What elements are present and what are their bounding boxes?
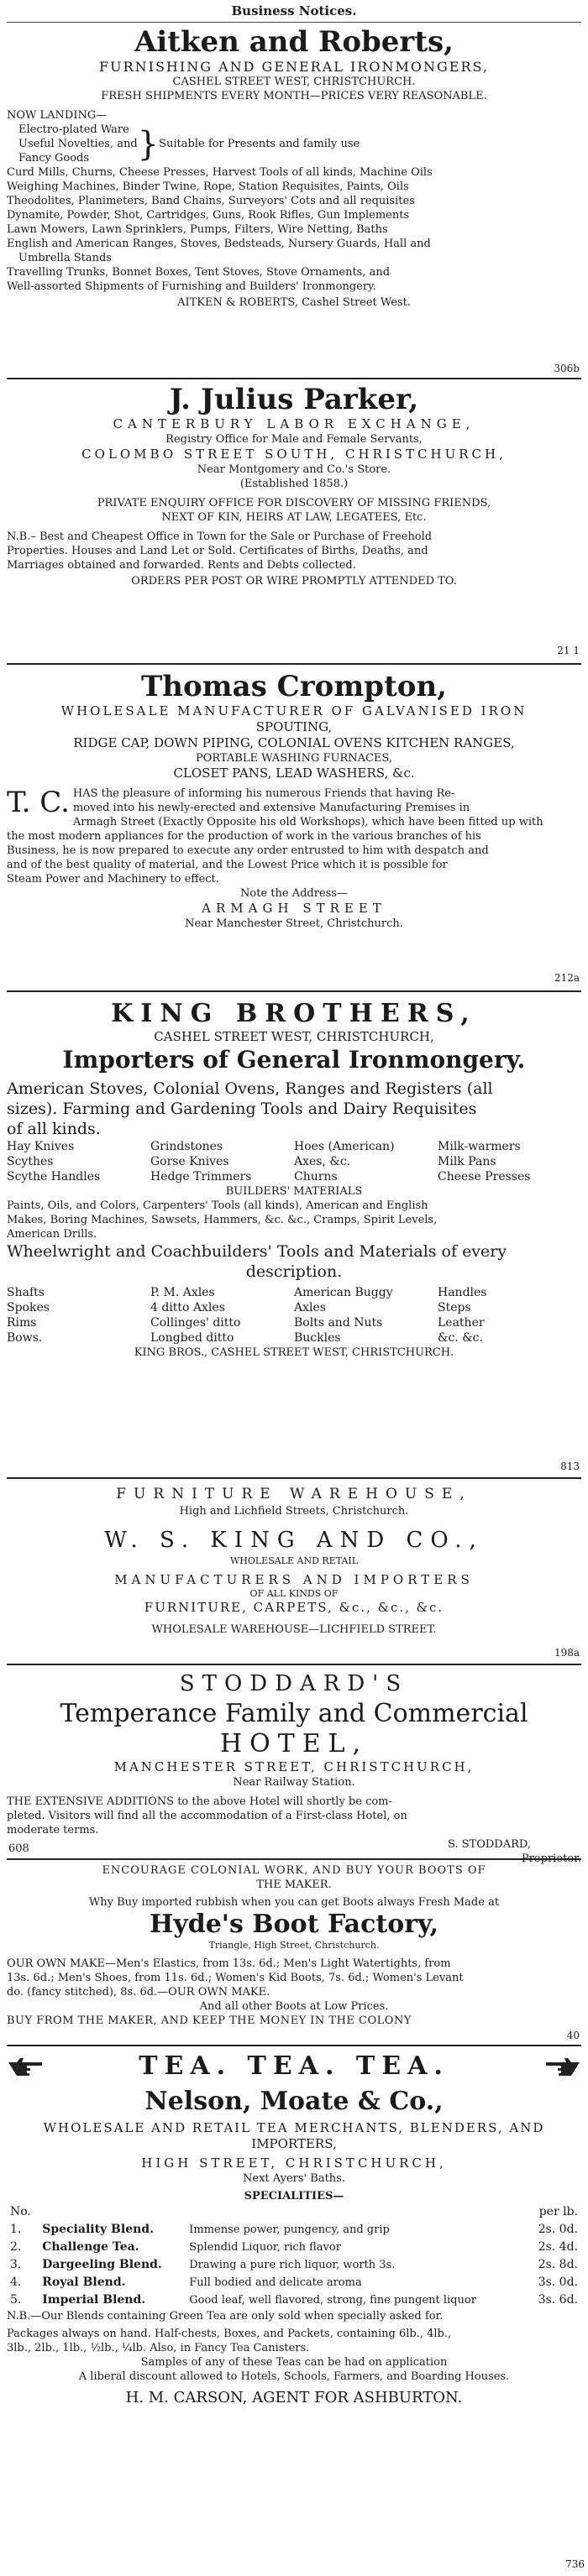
- table-row: [7, 2239, 581, 2256]
- ad-body: 3lb., 2lb., 1lb., ½lb., ¼lb. Also, in Fancy Tea Canisters.: [7, 2342, 310, 2354]
- list-item: Cheese Presses: [438, 1170, 531, 1183]
- ad-agent: H. M. CARSON, AGENT FOR ASHBURTON.: [125, 2389, 463, 2406]
- body-line: the most modern appliances for the production of work in the various branches of his: [7, 830, 481, 843]
- list-item: Shafts: [7, 1286, 45, 1299]
- ad-body: Samples of any of these Teas can be had on application: [140, 2356, 448, 2369]
- ad-line: American Stoves, Colonial Ovens, Ranges and Registers (all: [7, 1079, 493, 1098]
- row-name: Challenge Tea.: [42, 2240, 139, 2254]
- row-name: Imperial Blend.: [42, 2293, 146, 2307]
- body-line: and of the best quality of material, and the Lowest Price which it is possible for: [7, 859, 448, 871]
- row-price: 2s. 0d.: [538, 2223, 578, 2236]
- list-item: Milk Pans: [438, 1155, 496, 1168]
- ad-tagline: FRESH SHIPMENTS EVERY MONTH—PRICES VERY REASONABLE.: [101, 90, 487, 102]
- list-row: [7, 1285, 581, 1300]
- ad-stoddard-hotel: [7, 1669, 581, 1866]
- row-desc: Immense power, pungency, and grip: [189, 2223, 390, 2236]
- brace-item: Electro-plated Ware: [18, 123, 129, 136]
- ad-number: 212a: [554, 972, 580, 984]
- row-number: 2.: [10, 2240, 22, 2254]
- ad-line: NEXT OF KIN, HEIRS AT LAW, LEGATEES, Etc.: [161, 511, 427, 524]
- ad-nelson-moate: [7, 2051, 581, 2409]
- initial-letters: T. C.: [7, 786, 70, 819]
- ad-body: pleted. Visitors will find all the accommodation of a First-class Hotel, on: [7, 1810, 407, 1822]
- ad-line: (Established 1858.): [239, 478, 349, 490]
- list-item: Hedge Trimmers: [150, 1170, 252, 1183]
- ad-body: [7, 786, 581, 886]
- row-price: 3s. 0d.: [538, 2276, 578, 2289]
- ad-thomas-crompton: [7, 670, 581, 931]
- list-row: [7, 1169, 581, 1184]
- list-item: Rims: [7, 1316, 37, 1330]
- ad-line: WHOLESALE AND RETAIL: [229, 1555, 359, 1566]
- ad-line: American Drills.: [7, 1228, 97, 1241]
- list-item: Handles: [438, 1286, 487, 1299]
- ad-nb: Marriages obtained and forwarded. Rents and Debts collected.: [7, 559, 356, 572]
- col-header-no: No.: [10, 2205, 31, 2218]
- list-item: Dynamite, Powder, Shot, Cartridges, Guns, Rook Rifles, Gun Implements: [7, 209, 410, 222]
- row-desc: Full bodied and delicate aroma: [189, 2276, 362, 2289]
- ad-body: And all other Boots at Low Prices.: [199, 2000, 389, 2013]
- list-item: Scythes: [7, 1155, 54, 1168]
- list-item: Hoes (American): [294, 1140, 395, 1153]
- col-header-price: per lb.: [538, 2205, 578, 2218]
- ad-line: Wheelwright and Coachbuilders' Tools and Materials of every: [7, 1242, 507, 1261]
- ad-line: Near Railway Station.: [233, 1776, 355, 1789]
- ad-line: sizes). Farming and Gardening Tools and Dairy Requisites: [7, 1100, 477, 1118]
- ad-line: Next Ayers' Baths.: [243, 2172, 345, 2185]
- row-price: 3s. 6d.: [538, 2293, 578, 2307]
- ad-number: 306b: [554, 363, 580, 374]
- list-item: Bows.: [7, 1331, 43, 1345]
- ad-line: Registry Office for Male and Female Servants,: [165, 433, 423, 446]
- ad-subtitle: CANTERBURY LABOR EXCHANGE,: [113, 416, 475, 431]
- ad-hyde-boot-factory: [7, 1863, 581, 2028]
- row-number: 1.: [10, 2223, 22, 2236]
- body-line: HAS the pleasure of informing his numerous Friends that having Re-: [72, 787, 455, 800]
- list-item: Gorse Knives: [150, 1155, 229, 1168]
- list-row: [7, 1154, 581, 1169]
- divider: [7, 1664, 581, 1665]
- list-item: Churns: [294, 1170, 338, 1183]
- ad-address: COLOMBO STREET SOUTH, CHRISTCHURCH,: [81, 447, 507, 462]
- tea-heading: TEA. TEA. TEA.: [139, 2051, 449, 2081]
- row-name: Speciality Blend.: [42, 2223, 154, 2236]
- ad-line: FURNITURE, CARPETS, &c., &c., &c.: [144, 1600, 444, 1615]
- row-name: Royal Blend.: [42, 2276, 126, 2289]
- ad-line: WHOLESALE WAREHOUSE—LICHFIELD STREET.: [151, 1623, 437, 1636]
- row-price: 2s. 8d.: [538, 2258, 578, 2271]
- list-item: Collinges' ditto: [150, 1316, 241, 1330]
- page-header: Business Notices.: [231, 3, 357, 18]
- list-item: Theodolites, Planimeters, Band Chains, Surveyors' Cots and all requisites: [7, 195, 415, 207]
- ad-line: Paints, Oils, and Colors, Carpenters' Tools (all kinds), American and English: [7, 1199, 428, 1212]
- row-number: 4.: [10, 2276, 22, 2289]
- table-row: [7, 2256, 581, 2274]
- list-item: Bolts and Nuts: [294, 1316, 383, 1330]
- ad-nb: N.B.—Our Blends containing Green Tea are only sold when specially asked for.: [7, 2310, 444, 2323]
- ad-body: Packages always on hand. Half-chests, Boxes, and Packets, containing 6lb., 4lb.,: [7, 2328, 452, 2340]
- tea-banner: [7, 2051, 581, 2082]
- spec-heading: SPECIALITIES—: [244, 2190, 344, 2202]
- list-item: Travelling Trunks, Bonnet Boxes, Tent Stoves, Stove Ornaments, and: [7, 266, 391, 279]
- brace-item: Useful Novelties, and: [18, 138, 138, 150]
- ad-title: J. Julius Parker,: [169, 383, 419, 416]
- ad-body: THE EXTENSIVE ADDITIONS to the above Hotel will shortly be com-: [7, 1795, 392, 1808]
- list-row: [7, 1315, 581, 1330]
- list-item: Axles: [294, 1301, 326, 1314]
- tools-list: [7, 1139, 581, 1184]
- ad-proprietor: Proprietor.: [521, 1852, 581, 1865]
- ad-julius-parker: [7, 383, 581, 588]
- ad-address: Triangle, High Street, Christchurch.: [208, 1940, 380, 1951]
- row-number: 5.: [10, 2293, 22, 2307]
- divider: [7, 1477, 581, 1479]
- ad-subhead: BUILDERS' MATERIALS: [225, 1185, 363, 1198]
- ad-nb: N.B.– Best and Cheapest Office in Town for the Sale or Purchase of Freehold: [7, 530, 433, 543]
- table-header: [7, 2203, 581, 2221]
- ad-line: CLOSET PANS, LEAD WASHERS, &c.: [173, 765, 415, 781]
- divider: [7, 378, 581, 379]
- specialities-table: [7, 2203, 581, 2309]
- list-item: Curd Mills, Churns, Cheese Presses, Harvest Tools of all kinds, Machine Oils: [7, 166, 433, 179]
- brace-items: [7, 123, 138, 165]
- ad-body: do. (fancy stitched), 8s. 6d.—OUR OWN MAKE.: [7, 1986, 270, 1999]
- ad-line: SPOUTING,: [255, 719, 333, 734]
- ad-orders: ORDERS PER POST OR WIRE PROMPTLY ATTENDED TO.: [131, 575, 457, 588]
- ad-nb: Properties. Houses and Land Let or Sold. Certificates of Births, Deaths, and: [7, 545, 428, 557]
- ad-subtitle: FURNISHING AND GENERAL IRONMONGERS,: [99, 59, 489, 75]
- list-item: Steps: [438, 1301, 471, 1314]
- row-desc: Good leaf, well flavored, strong, fine pungent liquor: [189, 2294, 476, 2307]
- goods-list: [7, 165, 581, 294]
- list-item: Grindstones: [150, 1140, 223, 1153]
- list-item: Well-assorted Shipments of Furnishing and Builders' Ironmongery.: [7, 280, 376, 293]
- ad-address: ARMAGH STREET: [202, 901, 386, 916]
- ad-title: HOTEL,: [219, 1729, 369, 1758]
- list-item: Leather: [438, 1316, 485, 1330]
- ad-line: RIDGE CAP, DOWN PIPING, COLONIAL OVENS KITCHEN RANGES,: [73, 735, 515, 750]
- list-item: Milk-warmers: [438, 1140, 521, 1153]
- ad-note: Note the Address—: [240, 887, 348, 900]
- ad-signature: S. STODDARD,: [447, 1838, 531, 1851]
- ad-address: High and Lichfield Streets, Christchurch.: [179, 1505, 409, 1518]
- body-line: moved into his newly-erected and extensive Manufacturing Premises in: [72, 802, 470, 814]
- ad-address: CASHEL STREET WEST, CHRISTCHURCH.: [172, 76, 416, 88]
- parts-list: [7, 1285, 581, 1345]
- ad-landing: NOW LANDING—: [7, 109, 108, 122]
- ad-title: Temperance Family and Commercial: [60, 1699, 528, 1728]
- list-row: [7, 1330, 581, 1345]
- list-item: Scythe Handles: [7, 1170, 101, 1183]
- ad-line: WHOLESALE AND RETAIL TEA MERCHANTS, BLENDERS, AND: [43, 2120, 545, 2135]
- ad-headline: FURNITURE WAREHOUSE,: [116, 1486, 472, 1502]
- brace-note: Suitable for Presents and family use: [159, 138, 360, 150]
- ad-ws-king: [7, 1484, 581, 1637]
- ad-title: Nelson, Moate & Co.,: [144, 2087, 444, 2116]
- list-item: Hay Knives: [7, 1140, 75, 1153]
- brace-icon: }: [137, 124, 160, 164]
- ad-buy: BUY FROM THE MAKER, AND KEEP THE MONEY IN THE COLONY: [7, 2014, 412, 2027]
- list-row: [7, 1139, 581, 1154]
- row-name: Dargeeling Blend.: [42, 2258, 162, 2271]
- ad-line: ENCOURAGE COLONIAL WORK, AND BUY YOUR BOOTS OF: [102, 1864, 486, 1877]
- ad-number: 198a: [554, 1647, 580, 1659]
- pointing-hand-icon: [7, 2056, 47, 2077]
- list-item: Umbrella Stands: [18, 252, 112, 264]
- ad-body: A liberal discount allowed to Hotels, Schools, Farmers, and Boarding Houses.: [78, 2370, 510, 2383]
- ad-line: Near Montgomery and Co.'s Store.: [197, 463, 391, 476]
- ad-line: Makes, Boring Machines, Sawsets, Hammers, &c. &c., Cramps, Spirit Levels,: [7, 1214, 438, 1226]
- ad-title: Aitken and Roberts,: [134, 25, 454, 59]
- list-item: Longbed ditto: [150, 1331, 234, 1345]
- ad-body: moderate terms.: [7, 1824, 99, 1837]
- ad-number: 608: [8, 1842, 29, 1855]
- list-item: English and American Ranges, Stoves, Bedsteads, Nursery Guards, Hall and: [7, 238, 431, 250]
- ad-number: 736: [565, 2558, 585, 2570]
- ad-line: THE MAKER.: [256, 1878, 332, 1891]
- ad-line: description.: [245, 1262, 343, 1281]
- row-desc: Splendid Liquor, rich flavor: [189, 2241, 341, 2254]
- divider: [7, 2045, 581, 2046]
- ad-title: Hyde's Boot Factory,: [149, 1910, 439, 1939]
- divider: [7, 990, 581, 992]
- row-price: 2s. 4d.: [538, 2240, 578, 2254]
- ad-title: KING BROTHERS,: [111, 999, 477, 1028]
- divider: [7, 1858, 581, 1860]
- list-item: P. M. Axles: [150, 1286, 215, 1299]
- list-item: Lawn Mowers, Lawn Sprinklers, Pumps, Filters, Wire Netting, Baths: [7, 223, 388, 236]
- body-line: Armagh Street (Exactly Opposite his old Workshops), which have been fitted up with: [72, 816, 543, 828]
- table-row: [7, 2291, 581, 2309]
- ad-line: IMPORTERS,: [251, 2136, 337, 2151]
- ad-title: Thomas Crompton,: [140, 670, 448, 703]
- ad-line: of all kinds.: [7, 1120, 101, 1138]
- divider: [7, 663, 581, 665]
- ad-line: WHOLESALE MANUFACTURER OF GALVANISED IRON: [60, 703, 528, 718]
- pointing-hand-icon: [541, 2056, 581, 2077]
- row-desc: Drawing a pure rich liquor, worth 3s.: [189, 2259, 396, 2271]
- list-item: American Buggy: [294, 1286, 393, 1299]
- ad-number: 813: [560, 1460, 580, 1472]
- list-item: Buckles: [294, 1331, 341, 1345]
- table-row: [7, 2274, 581, 2291]
- ad-line: MANUFACTURERS AND IMPORTERS: [114, 1572, 474, 1587]
- list-item: Weighing Machines, Binder Twine, Rope, Station Requisites, Paints, Oils: [7, 180, 409, 193]
- ad-signature: KING BROS., CASHEL STREET WEST, CHRISTCHURCH.: [134, 1346, 454, 1359]
- brace-item: Fancy Goods: [18, 152, 90, 165]
- ad-line: PRIVATE ENQUIRY OFFICE FOR DISCOVERY OF MISSING FRIENDS,: [97, 497, 491, 509]
- ad-address: MANCHESTER STREET, CHRISTCHURCH,: [113, 1759, 475, 1774]
- ad-line: PORTABLE WASHING FURNACES,: [195, 752, 393, 765]
- ad-line: Near Manchester Street, Christchurch.: [185, 917, 403, 930]
- ad-king-brothers: [7, 999, 581, 1360]
- body-line: Business, he is now prepared to execute any order entrusted to him with despatch and: [7, 844, 489, 857]
- list-item: &c. &c.: [438, 1331, 483, 1345]
- ad-headline: Importers of General Ironmongery.: [62, 1046, 526, 1074]
- ad-number: 21 1: [557, 645, 580, 656]
- ad-address: CASHEL STREET WEST, CHRISTCHURCH,: [154, 1029, 434, 1044]
- body-line: Steam Power and Machinery to effect.: [7, 873, 219, 886]
- divider: [7, 22, 581, 23]
- list-item: Axes, &c.: [294, 1155, 351, 1168]
- list-item: Spokes: [7, 1301, 50, 1314]
- ad-line: Why Buy imported rubbish when you can get Boots always Fresh Made at: [88, 1896, 500, 1909]
- ad-number: 40: [566, 2030, 580, 2041]
- ad-headline: STODDARD'S: [179, 1671, 409, 1696]
- brace-group: [7, 123, 581, 165]
- ad-body: 13s. 6d.; Men's Shoes, from 11s. 6d.; Women's Kid Boots, 7s. 6d.; Women's Levant: [7, 1972, 464, 1984]
- ad-line: OF ALL KINDS OF: [249, 1588, 339, 1599]
- list-row: [7, 1300, 581, 1315]
- row-number: 3.: [10, 2258, 22, 2271]
- ad-aitken-roberts: [7, 25, 581, 310]
- ad-address: HIGH STREET, CHRISTCHURCH,: [141, 2155, 447, 2171]
- table-row: [7, 2221, 581, 2239]
- ad-signature: AITKEN & ROBERTS, Cashel Street West.: [177, 296, 411, 309]
- ad-body: OUR OWN MAKE—Men's Elastics, from 13s. 6d.; Men's Light Watertights, from: [7, 1957, 451, 1970]
- list-item: 4 ditto Axles: [150, 1301, 225, 1314]
- ad-title: W. S. KING AND CO.,: [104, 1528, 484, 1553]
